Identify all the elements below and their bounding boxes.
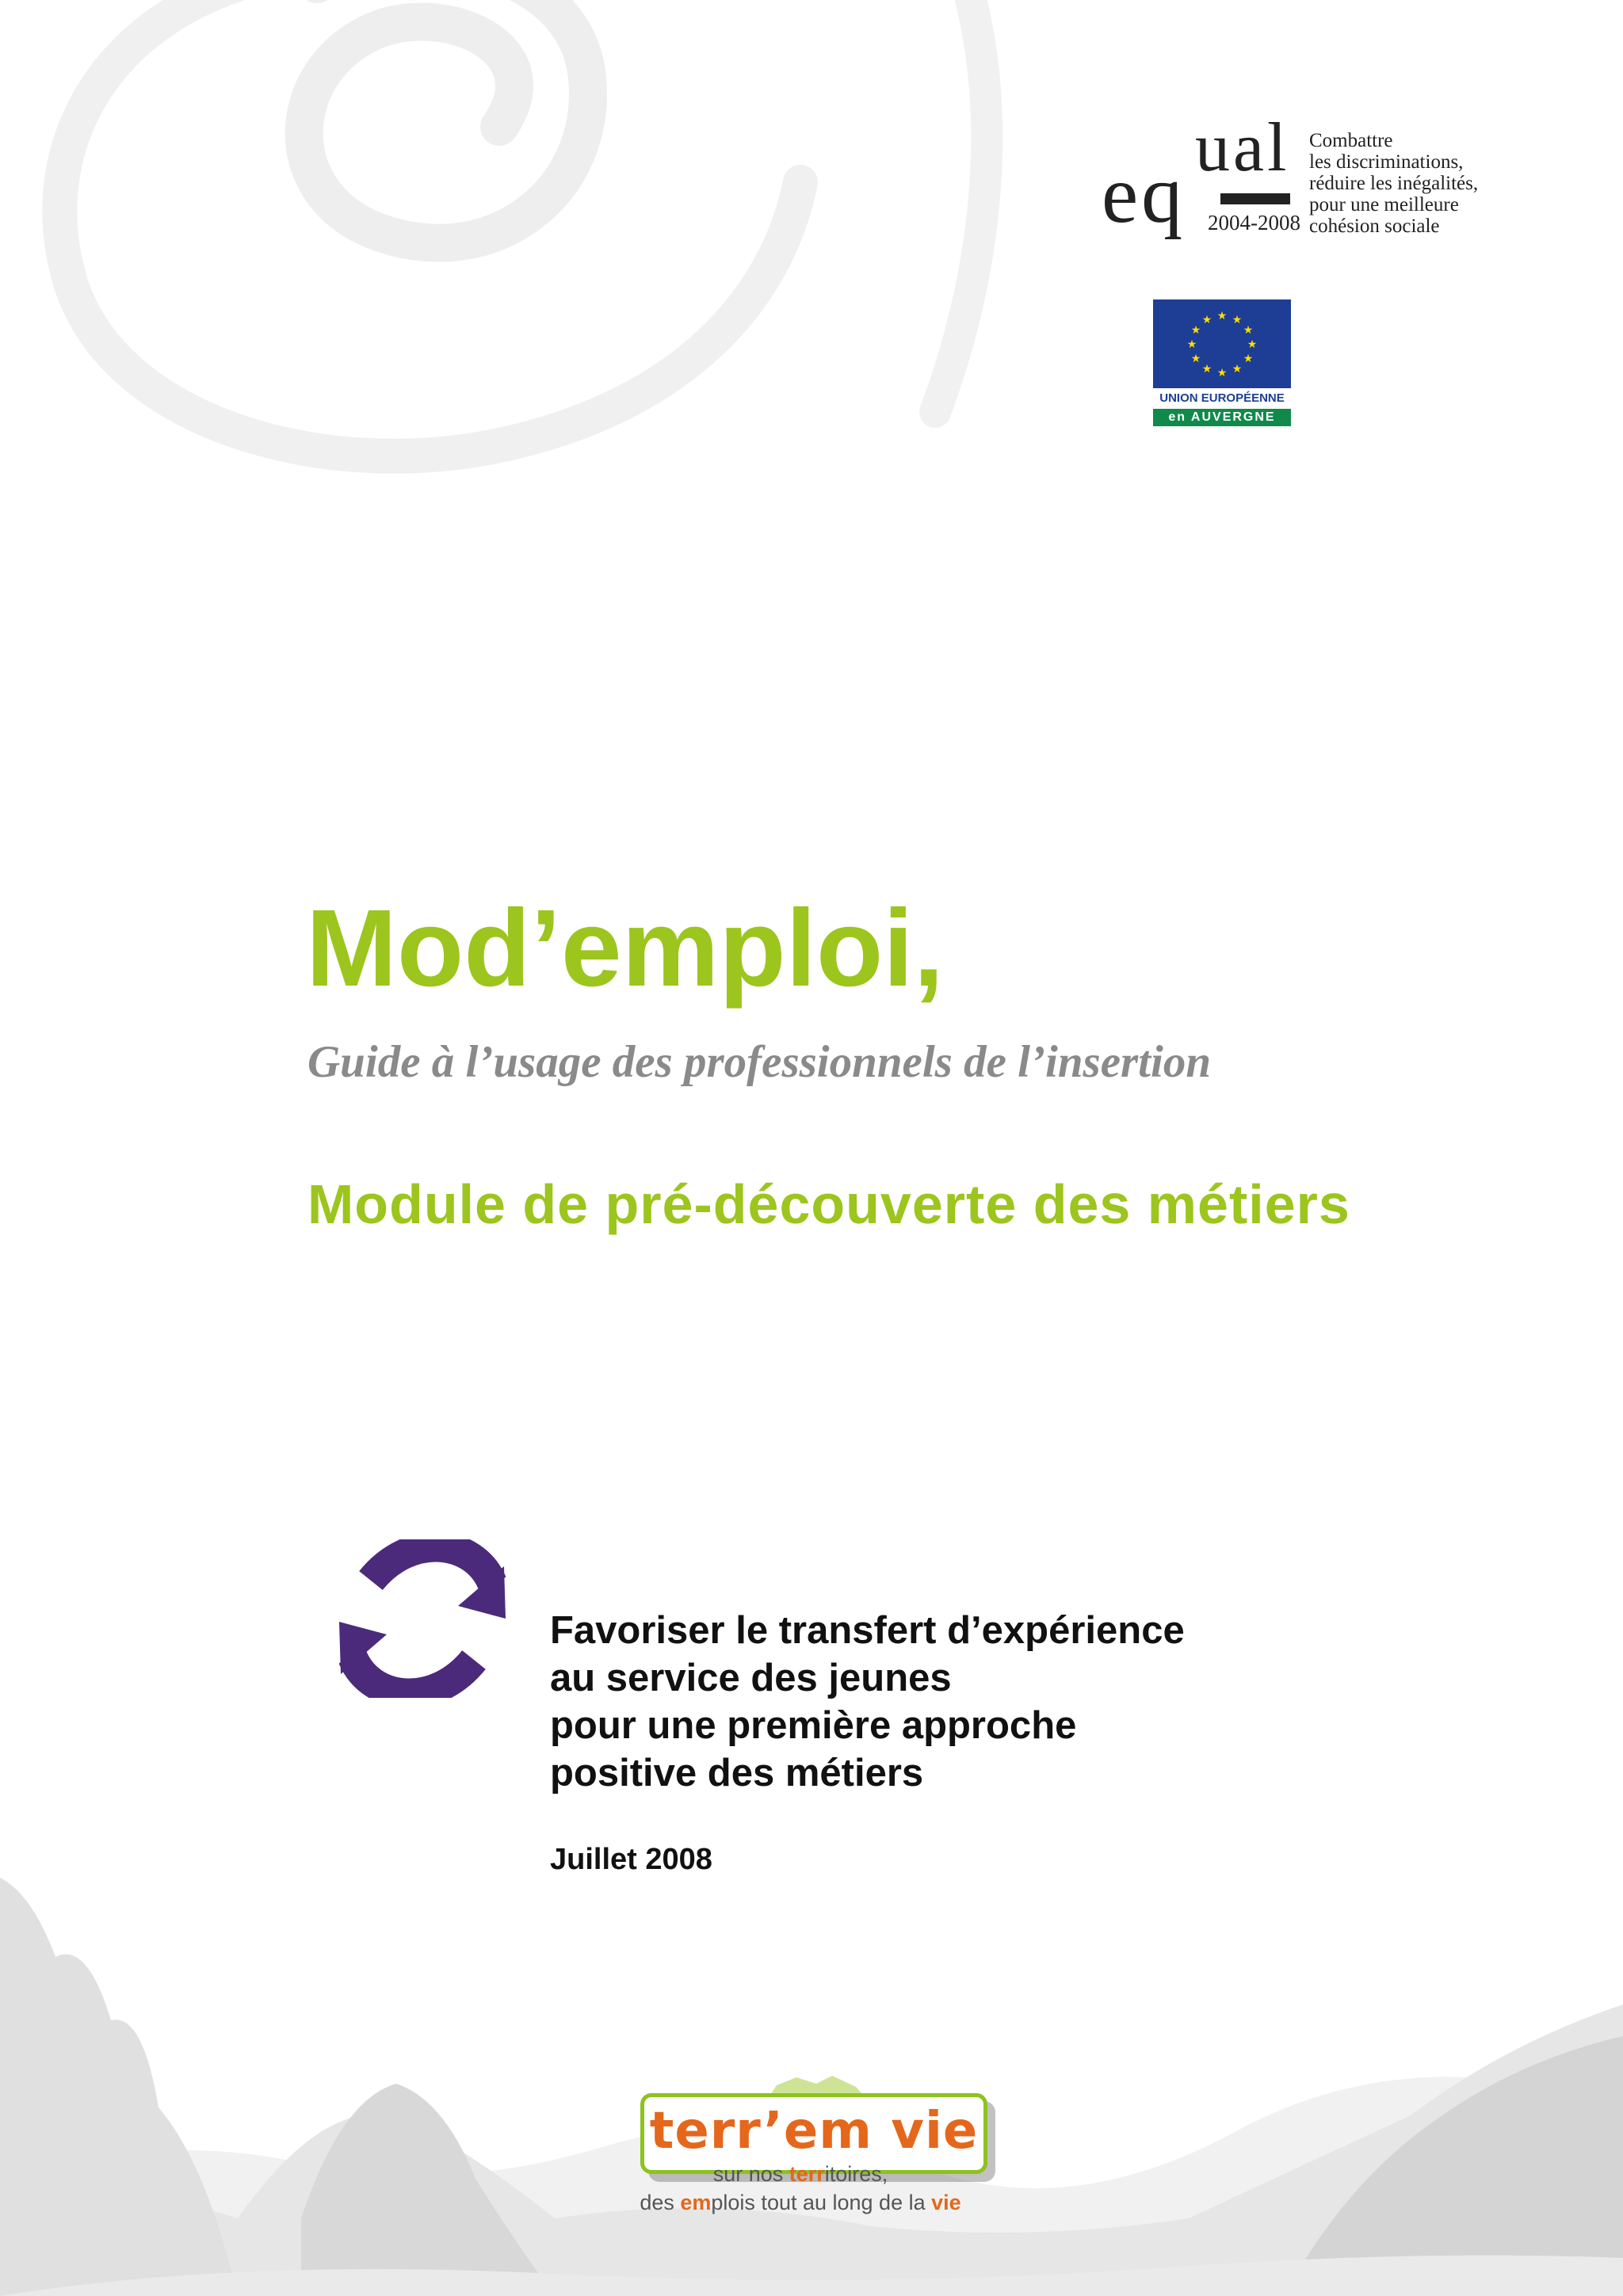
eu-region-label: en AUVERGNE bbox=[1153, 409, 1291, 426]
equal-tagline-line: réduire les inégalités, bbox=[1309, 173, 1479, 194]
page-subtitle: Guide à l’usage des professionnels de l’insertion bbox=[307, 1037, 1212, 1087]
equal-logo-bar bbox=[1220, 193, 1290, 204]
promo-line: positive des métiers bbox=[550, 1752, 924, 1794]
equal-years: 2004-2008 bbox=[1208, 211, 1300, 235]
module-title: Module de pré-découverte des métiers bbox=[307, 1173, 1350, 1235]
equal-tagline-line: Combattre bbox=[1309, 130, 1393, 151]
tagline-text: plois tout au long de la bbox=[711, 2191, 932, 2214]
equal-tagline-line: les discriminations, bbox=[1309, 151, 1464, 173]
terrem-logo-text: terr’em vie bbox=[649, 2102, 979, 2161]
svg-text:★: ★ bbox=[1186, 338, 1197, 351]
terrem-tagline-line2 bbox=[555, 2188, 1046, 2217]
promo-line: pour une première approche bbox=[550, 1704, 1077, 1747]
svg-text:★: ★ bbox=[1232, 363, 1243, 376]
svg-text:★: ★ bbox=[1243, 324, 1254, 337]
publication-date: Juillet 2008 bbox=[550, 1843, 712, 1876]
equal-tagline-line: cohésion sociale bbox=[1309, 215, 1440, 237]
tagline-text: itoires, bbox=[824, 2162, 888, 2186]
svg-text:★: ★ bbox=[1201, 363, 1212, 376]
equal-tagline-line: pour une meilleure bbox=[1309, 194, 1459, 215]
tagline-text: sur nos bbox=[712, 2162, 789, 2186]
page-title: Mod’emploi, bbox=[306, 887, 944, 1009]
equal-logo-eq: eq bbox=[1102, 149, 1186, 240]
tagline-highlight: vie bbox=[931, 2191, 961, 2214]
svg-text:★: ★ bbox=[1216, 310, 1228, 322]
svg-text:★: ★ bbox=[1190, 324, 1201, 337]
terrem-tagline bbox=[555, 2160, 1046, 2217]
equal-logo bbox=[1102, 109, 1498, 246]
promo-text bbox=[550, 1607, 1185, 1797]
svg-text:★: ★ bbox=[1216, 367, 1228, 379]
eu-logo bbox=[1153, 299, 1291, 426]
svg-text:★: ★ bbox=[1247, 338, 1258, 351]
tagline-text: des bbox=[640, 2191, 681, 2214]
background-swirl bbox=[0, 0, 1030, 491]
promo-line: Favoriser le transfert d’expérience bbox=[550, 1609, 1185, 1652]
eu-label: UNION EUROPÉENNE bbox=[1159, 391, 1285, 405]
cycle-arrows-icon bbox=[339, 1539, 506, 1698]
equal-logo-ual: ual bbox=[1195, 109, 1290, 186]
tagline-highlight: terr bbox=[789, 2162, 825, 2186]
svg-text:★: ★ bbox=[1190, 353, 1201, 365]
equal-tagline bbox=[1309, 130, 1478, 237]
terrem-tagline-line1 bbox=[555, 2160, 1046, 2188]
svg-text:★: ★ bbox=[1243, 353, 1254, 365]
promo-line: au service des jeunes bbox=[550, 1657, 952, 1699]
svg-text:★: ★ bbox=[1201, 314, 1212, 326]
svg-text:★: ★ bbox=[1232, 314, 1243, 326]
tagline-highlight: em bbox=[680, 2191, 712, 2214]
eu-flag-icon bbox=[1153, 299, 1291, 388]
